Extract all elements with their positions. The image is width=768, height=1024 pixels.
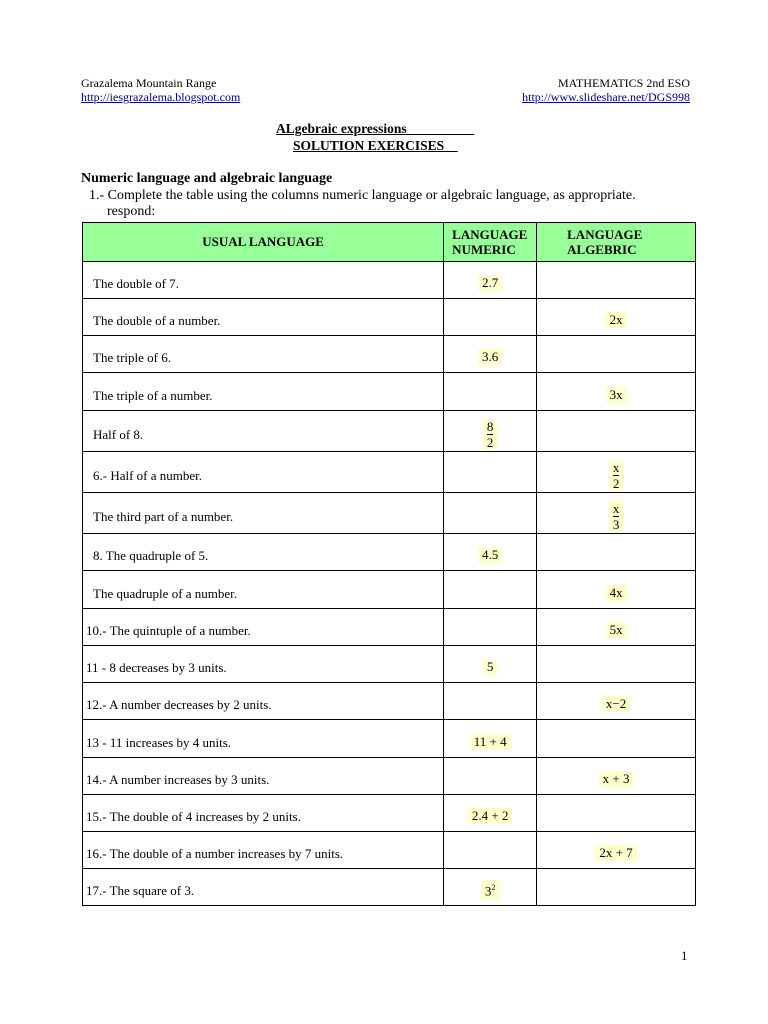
school-name: Grazalema Mountain Range [81,76,217,90]
numeric-language-cell [444,534,537,571]
answer-value: 2.7 [478,275,502,291]
numeric-language-cell [444,373,537,411]
section-heading: Numeric language and algebraic language [81,171,333,186]
table-row [83,758,696,795]
numeric-language-cell [444,493,537,534]
usual-language-cell: The third part of a number. [83,493,444,534]
exercise-instruction [89,188,689,220]
answer-value: x−2 [602,696,630,712]
algebraic-language-cell [537,411,696,452]
exercise-table [82,222,696,906]
slideshare-link[interactable]: http://www.slideshare.net/DGS998 [522,90,690,104]
usual-language-cell: Half of 8. [83,411,444,452]
fraction-answer: $\frac{8}{2}$ [483,419,498,450]
numeric-language-cell [444,609,537,646]
fraction-answer: $\frac{x}{3}$ [609,501,624,532]
header-right [522,76,690,104]
table-row [83,493,696,534]
algebraic-language-cell [537,571,696,609]
table-row [83,646,696,683]
numeric-language-cell [444,683,537,720]
algebraic-language-cell [537,646,696,683]
algebraic-language-cell [537,373,696,411]
usual-language-cell: 10.- The quintuple of a number. [83,609,444,646]
usual-language-cell: 11 - 8 decreases by 3 units. [83,646,444,683]
numeric-language-cell [444,452,537,493]
usual-language-cell: The quadruple of a number. [83,571,444,609]
document-title: ALgebraic expressions [276,121,407,136]
usual-language-cell: The double of 7. [83,262,444,299]
algebraic-language-cell [537,795,696,832]
answer-value: 2x + 7 [595,845,636,861]
usual-language-cell: 6.- Half of a number. [83,452,444,493]
instruction-line: 1.- Complete the table using the columns numeric language or algebraic language, as appropriate. [89,188,636,203]
answer-value: 5x [606,622,627,638]
algebraic-language-cell [537,609,696,646]
header-numeric-language: LANGUAGE NUMERIC [444,223,537,262]
numeric-language-cell [444,795,537,832]
usual-language-cell: 15.- The double of 4 increases by 2 units. [83,795,444,832]
answer-value: 11 + 4 [470,734,511,750]
numeric-language-cell [444,720,537,758]
usual-language-cell: 13 - 11 increases by 4 units. [83,720,444,758]
numeric-language-cell [444,646,537,683]
header-algebraic-language: LANGUAGE ALGEBRIC [537,223,696,262]
usual-language-cell: 16.- The double of a number increases by 7 units. [83,832,444,869]
power-answer: $3^2$ [481,880,500,899]
page-number: 1 [681,948,688,963]
answer-value: 5 [483,659,498,675]
algebraic-language-cell [537,262,696,299]
answer-value: 3x [606,387,627,403]
table-row [83,571,696,609]
header-usual-language: USUAL LANGUAGE [83,223,444,262]
table-row [83,373,696,411]
numeric-language-cell [444,758,537,795]
numeric-language-cell [444,832,537,869]
table-row [83,452,696,493]
numeric-language-cell [444,262,537,299]
school-blog-link[interactable]: http://iesgrazalema.blogspot.com [81,90,241,104]
table-row [83,832,696,869]
table-row [83,336,696,373]
table-row [83,534,696,571]
usual-language-cell: 17.- The square of 3. [83,869,444,906]
algebraic-language-cell [537,299,696,336]
algebraic-language-cell [537,832,696,869]
table-row [83,299,696,336]
algebraic-language-cell [537,720,696,758]
table-row [83,609,696,646]
instruction-line: respond: [107,204,156,219]
fraction-answer: $\frac{x}{2}$ [609,460,624,491]
usual-language-cell: 14.- A number increases by 3 units. [83,758,444,795]
algebraic-language-cell [537,869,696,906]
algebraic-language-cell [537,336,696,373]
answer-value: 4x [606,585,627,601]
document-subtitle: SOLUTION EXERCISES [293,138,445,153]
usual-language-cell: 12.- A number decreases by 2 units. [83,683,444,720]
algebraic-language-cell [537,452,696,493]
usual-language-cell: The triple of a number. [83,373,444,411]
table-row [83,720,696,758]
table-row [83,795,696,832]
usual-language-cell: 8. The quadruple of 5. [83,534,444,571]
course-name: MATHEMATICS 2nd ESO [557,76,690,90]
answer-value: 4.5 [478,547,502,563]
usual-language-cell: The double of a number. [83,299,444,336]
algebraic-language-cell [537,758,696,795]
header-left [81,76,240,104]
table-row [83,869,696,906]
table-row [83,411,696,452]
answer-value: 2.4 + 2 [468,808,513,824]
usual-language-cell: The triple of 6. [83,336,444,373]
algebraic-language-cell [537,534,696,571]
table-header-row [83,223,696,262]
answer-value: x + 3 [599,771,634,787]
table-row [83,262,696,299]
algebraic-language-cell [537,683,696,720]
answer-value: 2x [606,312,627,328]
numeric-language-cell [444,336,537,373]
numeric-language-cell [444,571,537,609]
table-row [83,683,696,720]
numeric-language-cell [444,299,537,336]
algebraic-language-cell [537,493,696,534]
numeric-language-cell [444,411,537,452]
answer-value: 3.6 [478,349,502,365]
numeric-language-cell [444,869,537,906]
